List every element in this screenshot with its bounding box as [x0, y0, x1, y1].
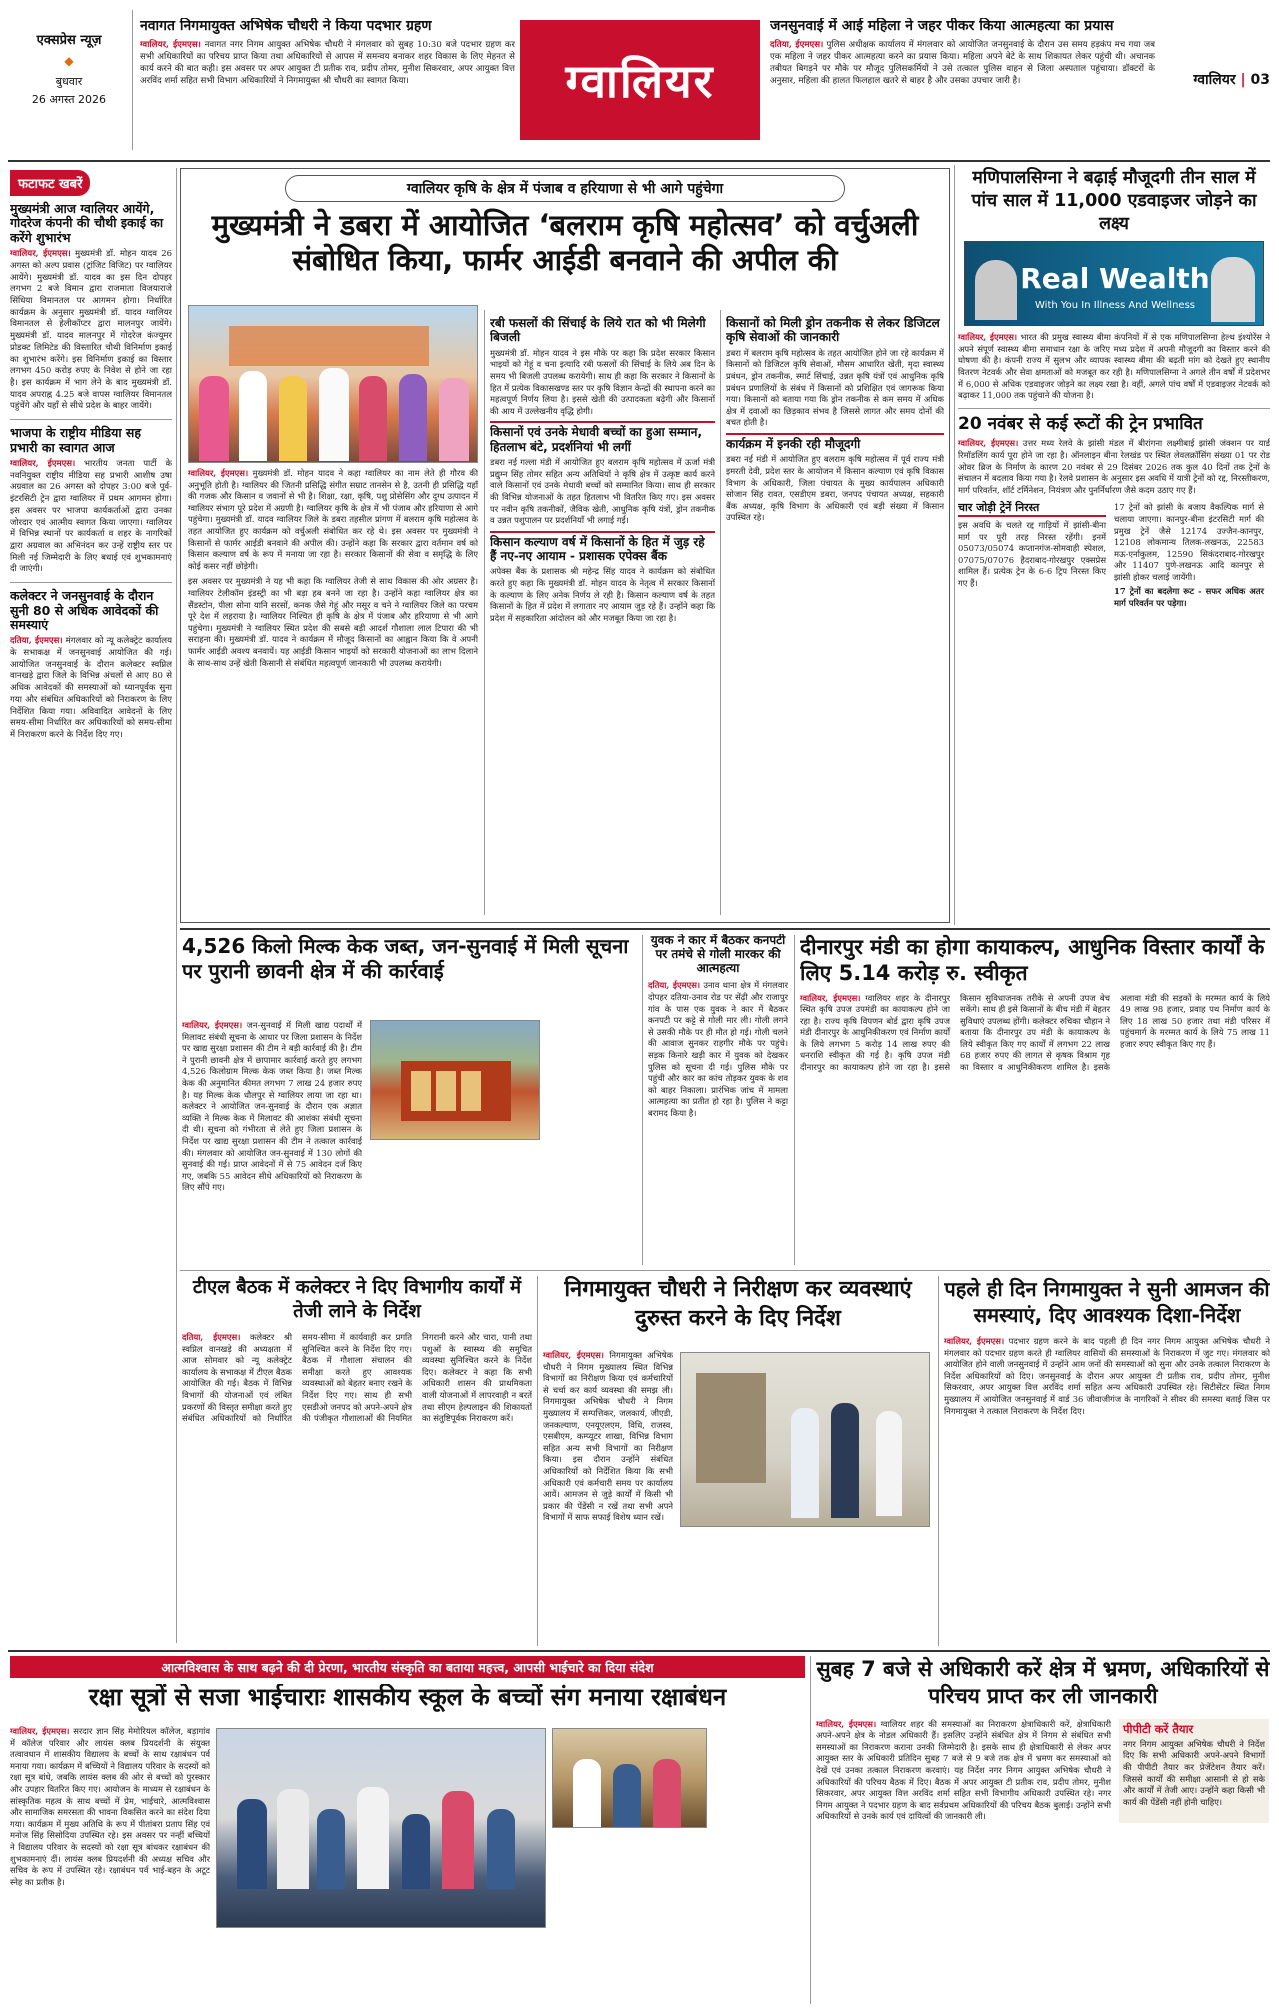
trains-box-2	[1114, 502, 1264, 609]
suicide-text: उनाव थाना क्षेत्र में मंगलवार दोपहर दतिया-उनाव रोड पर सेंढ़ी और राजापुर गांव के पास एक युवक ने कार में बैठकर कनपटी पर कट्टे से गोली मार ली। गोली लगने से उसकी मौके पर ही मौत हो गई। गोली चलने की आवाज सुनकर राहगीर मौके पर पहुंचे। सड़क किनारे खड़ी कार में युवक को देखकर पुलिस को सूचना दी गई। पुलिस मौके पर पहुंची और कार का कांच तोड़कर युवक के शव को बाहर निकाला। प्रारंभिक जांच में मामला आत्महत्या का प्रतीत हो रहा है। पुलिस ने कट्टा बरामद किया है।	[648, 980, 788, 1118]
fatafat-item	[10, 426, 172, 576]
dateline: दतिया, ईएमएस।	[182, 1332, 241, 1343]
rakhi-photo-2	[552, 1728, 707, 1828]
first-day-story	[944, 1276, 1270, 1646]
dateline: ग्वालियर, ईएमएस।	[944, 1336, 1005, 1346]
ppt-box	[1119, 1719, 1269, 1823]
dinarpur-text: ग्वालियर शहर के दीनारपुर स्थित कृषि उपज उपमंडी का कायाकल्प होने जा रहा है। राज्य कृषि विपणन बोर्ड द्वारा कृषि उपज मंडी दीनारपुर के आधुनिकीकरण एवं निर्माण कार्यों के लिये लगभग 5 करोड़ 14 लाख रुपए की धनराशि स्वीकृत की गई है। कृषि उपज मंडी दीनारपुर का कायाकल्प होने जा रहा है। इससे किसान सुविधाजनक तरीके से अपनी उपज बेच सकेंगे। साथ ही इसे किसानों के बीच मंडी में बेहतर सुविधाएं उपलब्ध होंगी। कलेक्टर रुचिका चौहान ने बताया कि दीनारपुर उप मंडी के कायाकल्प के लिये स्वीकृत किए गए कार्यों में लगभग 22 लाख 68 हजार रुपए की लागत से कृषक विश्राम गृह का विस्तार व आधुनिकीकरण शामिल है। इसके अलावा मंडी की सड़कों के मरम्मत कार्य के लिये 49 लाख 98 हजार, प्रवाह पथ निर्माण कार्य के लिए 18 लाख 50 हजार तथा मंडी परिसर में पहुंचमार्ग के मरम्मत कार्य के लिये 75 लाख 11 हजार रुपए स्वीकृत किए गए हैं।	[800, 992, 1270, 1073]
ornament-icon: ◆	[64, 54, 74, 68]
rakhi-text: सरदार ज्ञान सिंह मेमोरियल कॉलेज, बड़ागांव में कॉलेज परिवार और लायंस क्लब प्रियदर्शनी के संयुक्त तत्वावधान में शासकीय विद्यालय के बच्चों के साथ रक्षाबंधन पर्व मनाया गया। कार्यक्रम में बच्चियों ने विद्यालय परिवार के सदस्यों को रक्षा सूत्र बांधे, जबकि लायंस क्लब की ओर से बच्चों को पुरस्कार और उपहार वितरित किए गए। आयोजन के माध्यम से रक्षाबंधन के सांस्कृतिक महत्व के साथ बच्चों में प्रेम, भाईचारे, आत्मविश्वास और सामाजिक समरसता की भावना विकसित करने का संदेश दिया गया। कार्यक्रम में मुख्य अतिथि के रूप में पीतांबरा प्रताप सिंह एवं मनोज सिंह सिसोदिया उपस्थित रहे। इस अवसर पर नन्हीं बच्चियों ने विद्यालय परिवार के सदस्यों को रक्षा सूत्र बांधकर रक्षाबंधन की शुभकामनाएं दीं। लायंस क्लब प्रियदर्शनी की अध्यक्ष सचिव और सचिव के रूप में उपस्थित रहे। रक्षाबंधन पर्व भाई-बहन के अटूट स्नेह का प्रतीक है।	[10, 1726, 210, 1887]
lead-subhead-3: किसान कल्याण वर्ष में किसानों के हित में जुड़ रहे हैं नए-नए आयाम - प्रशासक एपेक्स बैंक	[490, 531, 715, 564]
lead-kicker: ग्वालियर कृषि के क्षेत्र में पंजाब व हरियाणा से भी आगे पहुंचेगा	[285, 175, 845, 202]
ppt-title: पीपीटी करें तैयार	[1123, 1721, 1194, 1736]
lead-subhead-1: रबी फसलों की सिंचाई के लिये रात को भी मिलेगी बिजली	[490, 316, 706, 345]
rakhi-lower	[216, 1932, 546, 2002]
milk-text: जन-सुनवाई में मिली खाद्य पदार्थों में मिलावट संबंधी सूचना के आधार पर जिला प्रशासन के निर्देश पर खाद्य सुरक्षा प्रशासन की टीम ने बड़ी कार्रवाई की है। टीम ने पुरानी छावनी क्षेत्र में छापामार कार्रवाई करते हुए लगभग 4,526 किलोग्राम मिल्क केक जब्त किया है। जब्त मिल्क केक की अनुमानित कीमत लगभग 7 लाख 24 हजार रुपए है। यह मिल्क केक धौलपुर से ग्वालियर लाया जा रहा था। कलेक्टर ने आयोजित जन-सुनवाई के दौरान एक अज्ञात व्यक्ति ने मिल्क केक में मिलावट की आशंका संबंधी सूचना दी थी। सूचना को गंभीरता से लेते हुए जिला प्रशासन के निर्देश पर खाद्य सुरक्षा प्रशासन की टीम ने तत्काल कार्रवाई की। मंगलवार को आयोजित जन-सुनवाई में 130 लोगों की सुनवाई की गई। प्राप्त आवेदनों में से 75 आवेदन दर्ज किए गए, जबकि 55 आवेदन सीधे अधिकारियों को निराकरण के लिए सौंपे गए।	[182, 1020, 362, 1193]
dateline: ग्वालियर, ईएमएस।	[10, 249, 71, 260]
tl-meeting-story	[182, 1276, 532, 1646]
dateline: ग्वालियर, ईएमएस।	[816, 1718, 877, 1729]
lead-photo	[188, 305, 478, 463]
dateline: दतिया, ईएमएस।	[648, 980, 701, 991]
fatafat-item	[10, 202, 172, 413]
lead-subtext-5: डबरा नई मंडी में आयोजित हुए बलराम कृषि महोत्सव में पूर्व राज्य मंत्री इमरती देवी, प्रदेश स्तर के आयोजन में किसान कल्याण एवं कृषि विकास विभाग के अधिकारी, जिला पंचायत के मुख्य कार्यपालन अधिकारी सोजान सिंह रावत, एसडीएम डबरा, जनपद पंचायत अध्यक्ष, सहकारी बैंक अध्यक्ष, कृषि विभाग के अधिकारी एवं बड़ी संख्या में किसान उपस्थित रहे।	[726, 454, 944, 523]
tl-text: कलेक्टर श्री स्वप्निल वानखड़े की अध्यक्षता में आज सोमवार को न्यू कलेक्ट्रेट कार्यालय के सभाकक्ष में टीएल बैठक आयोजित की गई। बैठक में विभिन्न विभागों की योजनाओं एवं लंबित प्रकरणों की विस्तृत समीक्षा करते हुए संबंधित अधिकारियों को निर्धारित समय-सीमा में कार्यवाही कर प्रगति सुनिश्चित करने के निर्देश दिए गए। बैठक में गौशाला संचालन की समीक्षा करते हुए आवश्यक व्यवस्थाओं को बेहतर बनाए रखने के निर्देश दिए गए। साथ ही सभी एसडीओ जनपद को अपने-अपने क्षेत्र की पंजीकृत गौशालाओं की नियमित निगरानी करने और चारा, पानी तथा पशुओं के स्वास्थ्य की समुचित व्यवस्था सुनिश्चित करने के निर्देश दिए। कलेक्टर ने कहा कि सभी अधिकारी शासन की प्राथमिकता वाली योजनाओं में लापरवाही न बरतें तथा सीएम हेल्पलाइन की शिकायतों का संतुष्टिपूर्वक निराकरण करें।	[182, 1332, 532, 1424]
city-badge	[520, 20, 760, 140]
milk-headline: 4,526 किलो मिल्क केक जब्त, जन-सुनवाई में मिली सूचना पर पुरानी छावनी क्षेत्र में की कार्रवाई	[182, 934, 629, 983]
first-day-text: पदभार ग्रहण करने के बाद पहली ही दिन नगर निगम आयुक्त अभिषेक चौधरी ने मंगलवार को पदभार ग्रहण करते ही ग्वालियर वासियों की समस्याओं के निराकरण में जुट गए। मंगलवार को आयोजित होने वाली जनसुनवाई में उन्होंने आम जनों की समस्याओं को सुना और उनके तत्काल निराकरण के निर्देश अधिकारियों को दिए। जनसुनवाई के दौरान अपर आयुक्त टी प्रतीक राव, प्रदीप तोमर, मुनीश सिकरवार, अपर आयुक्त वित्त अरविंद शर्मा सहित अन्य अधिकारी उपस्थित रहे। सिटीसेंटर स्थित निगम मुख्यालय में आयोजित जनसुनवाई में वार्ड 36 जीवाजीगंज के नागरिकों ने सीवर की समस्या बताई जिस पर निगमायुक्त ने तत्काल निराकरण के निर्देश दिए।	[944, 1336, 1270, 1416]
fatafat-text: मुख्यमंत्री डॉ. मोहन यादव 26 अगस्त को अल्प प्रवास (ट्रांजिट विजिट) पर ग्वालियर आयेंगे। मुख्यमंत्री डॉ. यादव का इस दिन दोपहर लगभग 2 बजे विमान द्वारा राजमाता विजयाराजे सिंधिया विमानतल पर आगमन होगा। निर्धारित कार्यक्रम के अनुसार मुख्यमंत्री डॉ. यादव ग्वालियर विमानतल से हेलीकॉप्टर द्वारा मालनपुर जायेंगे। मुख्यमंत्री डॉ. यादव मालनपुर में गोदरेज कंज्यूमर प्रोडक्ट लिमिटेड की विस्तारित चौथी विनिर्माण इकाई का शुभारंभ करेंगे। इस विनिर्माण इकाई का विस्तार लगभग 450 करोड़ रुपए के निवेश से होने जा रहा है। इस कार्यक्रम में भाग लेने के बाद मुख्यमंत्री डॉ. यादव अपराह्न 4.25 बजे वापस ग्वालियर विमानतल पहुंचेंगे और यहाँ से सीधे प्रदेश के बाहर जायेंगे।	[10, 249, 172, 412]
milk-photo	[370, 1020, 540, 1140]
rakhi-head	[10, 1684, 805, 1724]
headline: जनसुनवाई में आई महिला ने जहर पीकर किया आत्महत्या का प्रयास	[770, 18, 1114, 34]
inspection-caption-area	[680, 1532, 930, 1642]
lead-subtext-2: डबरा नई गल्ला मंडी में आयोजित हुए बलराम कृषि महोत्सव में ऊर्जा मंत्री प्रद्युम्न सिंह तोमर सहित अन्य अतिथियों ने कृषि क्षेत्र में उत्कृष्ट कार्य करने वाले किसानों एवं उनके मेधावी बच्चों को सम्मानित किया। साथ ही सरकार की विभिन्न योजनाओं के तहत हितलाभ भी वितरित किए गए। इस अवसर पर नवीन कृषि तकनीकों, जैविक खेती, आधुनिक कृषि यंत्रों, ड्रोन तकनीक व उन्नत पशुपालन पर प्रदर्शनियाँ भी लगाई गईं।	[490, 457, 715, 526]
lead-column-2	[490, 310, 715, 915]
inspection-photo	[680, 1352, 930, 1527]
milk-col-3	[545, 1020, 637, 1265]
dateline: ग्वालियर, ईएमएस।	[800, 992, 861, 1003]
person-icon	[1211, 257, 1255, 322]
morning-text: ग्वालियर शहर की समस्याओं का निराकरण क्षेत्राधिकारी करें, क्षेत्राधिकारी अपने-अपने क्षेत्र के नोडल अधिकारी हैं। इसलिए उन्होंने संबंधित क्षेत्र में निगम से संबंधित सभी समस्याओं का निराकरण कराना उनकी जिम्मेदारी है। इसके साथ ही क्षेत्राधिकारी से लेकर अपर आयुक्त स्तर के अधिकारी प्रतिदिन सुबह 7 बजे से 9 बजे तक क्षेत्र में भ्रमण कर समस्याओं को देखें एवं उनका तत्काल निराकरण करवाएं। यह निर्देश नगर निगम आयुक्त अभिषेक चौधरी ने अधिकारियों की परिचय बैठक में दिए। बैठक में अपर आयुक्त टी प्रतीक राव, प्रदीप तोमर, मुनीश सिकरवार, अपर आयुक्त वित्त अरविंद शर्मा सहित सभी विभागीय अधिकारी उपस्थित रहे। नगर निगम आयुक्त ने पदभार ग्रहण के बाद सर्वप्रथम अधिकारियों की परिचय बैठक बुलाई। उन्होंने सभी अधिकारियों से उनके कार्य एवं दायित्वों की जानकारी ली।	[816, 1718, 1112, 1822]
morning-headline: सुबह 7 बजे से अधिकारी करें क्षेत्र में भ्रमण, अधिकारियों से परिचय प्राप्त कर ली जानकारी	[816, 1657, 1270, 1709]
inspection-text: निगमायुक्त अभिषेक चौधरी ने निगम मुख्यालय स्थित विभिन्न विभागों का निरीक्षण किया एवं कर्मचारियों से चर्चा कर कार्य व्यवस्था की समझ ली। निगमायुक्त अभिषेक चौधरी ने निगम मुख्यालय में सम्पत्तिकर, जलकार्य, जीएडी, जनकल्याण, एनयूएलएम, विधि, राजस्व, एसबीएम, कम्प्यूटर शाखा, विभिन्न विभाग सहित अन्य सभी विभागों का निरीक्षण किया। इस दौरान उन्होंने संबंधित अधिकारियों को निर्देशित किया कि सभी अधिकारी एवं कर्मचारी समय पर कार्यालय आयें। आमजन से जुड़े कार्यों में किसी भी प्रकार की पेंडेंसी न रखें तथा सभी अपने विभागों में साफ सफाई विशेष ध्यान रखें।	[543, 1350, 673, 1523]
dinarpur-headline: दीनारपुर मंडी का होगा कायाकल्प, आधुनिक विस्तार कार्यों के लिए 5.14 करोड़ रु. स्वीकृत	[800, 935, 1265, 986]
fatafat-text: भारतीय जनता पार्टी के नवनियुक्त राष्ट्रीय मीडिया सह प्रभारी आशीष उषा अग्रवाल का 26 अगस्त को दोपहर 3:00 बजे पूर्व-इंटरसिटी ट्रेन द्वारा ग्वालियर में प्रथम आगमन होगा। इस अवसर पर भाजपा कार्यकर्ताओं द्वारा उनका जोरदार एवं आत्मीय स्वागत किया जाएगा। ग्वालियर में विभिन्न स्थानों पर कार्यकर्ता व शहर के नागरिकों द्वारा अग्रवाल का अभिनंदन कर उन्हें राष्ट्रीय स्तर पर मिली नई जिम्मेदारी के लिए बधाई एवं शुभकामनाएं दी जाएंगी।	[10, 458, 172, 575]
lead-headline: मुख्यमंत्री ने डबरा में आयोजित ‘बलराम कृषि महोत्सव’ को वर्चुअली संबोधित किया, फार्मर आईडी बनवाने की अपील की	[211, 208, 919, 277]
maniipal-headline: मणिपालसिग्ना ने बढ़ाई मौजूदगी तीन साल में पांच साल में 11,000 एडवाइजर जोड़ने का लक्ष्य	[971, 168, 1257, 234]
trains-headline: 20 नवंबर से कई रूटों की ट्रेन प्रभावित	[958, 413, 1203, 434]
ppt-text: नगर निगम आयुक्त अभिषेक चौधरी ने निर्देश दिए कि सभी अधिकारी अपने-अपने विभागों की पीपीटी तैयार कर प्रेजेंटेशन तैयार करें। जिससे कार्यों की समीक्षा आसानी से हो सके और कार्यों में तेजी आए। उन्होंने कहा किसी भी कार्य की पेंडेंसी नहीं होनी चाहिए।	[1123, 1738, 1265, 1807]
dateline: ग्वालियर, ईएमएस।	[958, 438, 1019, 449]
dateline: ग्वालियर, ईएमएस।	[10, 458, 76, 469]
maniipal-text: भारत की प्रमुख स्वास्थ्य बीमा कंपनियों में से एक मणिपालसिग्ना हेल्थ इंश्योरेंस ने अपने संपूर्ण स्वास्थ्य बीमा समाधान रक्षा के जरिए मध्य प्रदेश में अपनी मौजूदगी का विस्तार करने की घोषणा की है। कंपनी राज्य में सुलभ और व्यापक स्वास्थ्य बीमा की बढ़ती मांग को देखते हुए स्थानीय वितरण नेटवर्क और सेवा क्षमताओं को मजबूत कर रही है। मणिपालसिग्ना ने अगले तीन वर्षों में प्रदेशभर में 6,000 से अधिक एडवाइजर जोड़ने का लक्ष्य रखा है। वहीं, अगले पांच वर्षों में एडवाइजर नेटवर्क को बढ़ाकर 11,000 तक पहुंचाने की योजना है।	[958, 332, 1270, 401]
milk-note	[545, 1020, 637, 1031]
fatafat-text: मंगलवार को न्यू कलेक्ट्रेट कार्यालय के सभाकक्ष में जनसुनवाई आयोजित की गई। आयोजित जनसुनवाई के दौरान कलेक्टर स्वप्निल वानखड़े द्वारा जिले के विभिन्न अंचलों से आए 80 से अधिक आवेदकों की समस्याओं को ध्यानपूर्वक सुना गया और संबंधित अधिकारियों को निराकरण के लिए निर्देशित किया गया। अविवादित आवेदनों के लिए समय-सीमा निर्धारित कर अधिकारियों को समय-सीमा में निराकरण करने के निर्देश दिए गए।	[10, 636, 172, 740]
inspection-col	[543, 1350, 673, 1645]
dateline: ग्वालियर, ईएमएस।	[140, 40, 201, 51]
paper-name: एक्सप्रेस न्यूज़	[36, 33, 102, 48]
banner-title: Real Wealth	[1020, 262, 1210, 296]
page-number: 03	[1250, 72, 1270, 88]
story-text: नवागत नगर निगम आयुक्त अभिषेक चौधरी ने मंगलवार को सुबह 10:30 बजे पदभार ग्रहण कर सभी अधिकारियों का परिचय प्राप्त किया तथा अधिकारियों से आपस में समन्वय बनाकर शहर विकास के लिए मेहनत से कार्य करने की बात कही। इस अवसर पर अपर आयुक्त टी प्रतीक राव, प्रदीप तोमर, मुनीश सिकरवार, अपर आयुक्त वित्त अरविंद शर्मा सहित सभी विभाग अधिकारियों ने निगमायुक्त श्री चौधरी का स्वागत किया।	[140, 40, 515, 86]
lead-subhead-5: कार्यक्रम में इनकी रही मौजूदगी	[726, 433, 944, 451]
rakhi-col-1	[10, 1726, 210, 2002]
dateline: दतिया, ईएमएस।	[10, 636, 63, 647]
dateline: दतिया, ईएमएस।	[770, 40, 824, 51]
first-day-headline: पहले ही दिन निगमायुक्त ने सुनी आमजन की समस्याएं, दिए आवश्यक दिशा-निर्देश	[944, 1277, 1270, 1327]
lead-text-2: इस अवसर पर मुख्यमंत्री ने यह भी कहा कि ग्वालियर तेजी से साथ विकास की ओर अग्रसर है। ग्वालियर टेलीकॉम इंडस्ट्री का भी बड़ा हब बनने जा रहा है। उन्होंने कहा ग्वालियर क्षेत्र का सैंडस्टोन, पीला सोना यानि सरसों, कनक जैसे गेहूं और मसूर व चने ने ग्वालियर जिले का परचम पूरे देश में लहराया है। ग्वालियर निश्चित ही कृषि के क्षेत्र में पंजाब और हरियाणा से भी आगे पहुंचेगा। मुख्यमंत्री ने ग्वालियर स्थित प्रदेश की सबसे बड़ी आदर्श गौशाला लाल टिपारा की भी सराहना की। मुख्यमंत्री डॉ. यादव ने कार्यक्रम में मौजूद किसानों का आह्वान किया कि वे अपनी फार्मर आईडी अवश्य बनवायें। यह आईडी किसान भाइयों को सरकारी योजनाओं का लाभ दिलाने के साथ-साथ उन्हें खेती किसानी से संबंधित महत्वपूर्ण जानकारी भी उपलब्ध करायेगी।	[188, 576, 478, 668]
box-title: चार जोड़ी ट्रेनें निरस्त	[958, 502, 1106, 517]
lead-subtext-1: मुख्यमंत्री डॉ. मोहन यादव ने इस मौके पर कहा कि प्रदेश सरकार किसान भाइयों को गेहूं व चना इत्यादि रबी फसलों की सिंचाई के लिये अब दिन के समय भी बिजली उपलब्ध करायेगी। साथ ही कहा कि सरकार ने किसानों के हित में प्रत्येक विकासखण्ड स्तर पर कृषि विज्ञान केन्द्रों की स्थापना करने का महत्वपूर्ण निर्णय लिया है। इससे खेती की उत्पादकता बढ़ेगी और किसानों की आय में उल्लेखनीय वृद्धि होगी।	[490, 347, 715, 416]
fatafat-headline: कलेक्टर ने जनसुनवाई के दौरान सुनी 80 से अधिक आवेदकों की समस्याएं	[10, 588, 159, 632]
dateline: ग्वालियर, ईएमएस।	[10, 1726, 70, 1736]
box-text-3: 17 ट्रेनों का बदलेगा रूट - सफर अधिक अतर मार्ग परिवर्तन पर पड़ेगा।	[1114, 586, 1264, 609]
fatafat-headline: मुख्यमंत्री आज ग्वालियर आयेंगे, गोदरेज कंपनी की चौथी इकाई का करेंगे शुभारंभ	[10, 201, 164, 245]
suicide-story	[648, 934, 788, 1264]
fatafat-label: फटाफट खबरें	[10, 170, 90, 196]
headline: नवागत निगमायुक्त अभिषेक चौधरी ने किया पदभार ग्रहण	[140, 18, 432, 34]
lead-subtext-4: डबरा में बलराम कृषि महोत्सव के तहत आयोजित होने जा रहे कार्यक्रम में किसानों को डिजिटल कृषि सेवाओं, मौसम आधारित खेती, मृदा स्वास्थ्य प्रबंधन, ड्रोन तकनीक, स्मार्ट सिंचाई, उन्नत कृषि यंत्रों एवं आधुनिक कृषि प्रबंधन प्रणालियों के संबंध में किसानों को प्रशिक्षित एवं जागरूक किया गया। किसानों को बताया गया कि ड्रोन तकनीक से कम समय में अधिक क्षेत्र में दवाओं का छिड़काव संभव है जिससे लागत और समय दोनों की बचत होती है।	[726, 347, 944, 428]
lead-subtext-3: अपेक्स बैंक के प्रशासक श्री महेन्द्र सिंह यादव ने कार्यक्रम को संबोधित करते हुए कहा कि मुख्यमंत्री डॉ. मोहन यादव के नेतृत्व में सरकार किसानों के कल्याण के लिए अनेक निर्णय ले रही है। किसान कल्याण वर्ष के तहत किसानों के हित में प्रदेश में लगातार नए आयाम जुड़ रहे हैं। उन्होंने कहा कि प्रदेश में सहकारिता आंदोलन को और मजबूत किया जा रहा है।	[490, 566, 715, 623]
right-top-column	[958, 165, 1270, 920]
box-text: 17 ट्रेनों को झांसी के बजाय वैकल्पिक मार्ग से चलाया जाएगा। कानपुर-बीना इंटरसिटी मार्ग की प्रमुख ट्रेनें जैसे 12174 उज्जैन-कानपुर, 12108 लोकमान्य तिलक-लखनऊ, 22583 मऊ-एर्नाकुलम, 12590 सिकंदराबाद-गोरखपुर और 11407 पुणे-लखनऊ आदि कानपुर से झांसी होकर चलाई जायेंगी।	[1114, 502, 1264, 582]
top-right-story	[770, 18, 1155, 153]
inspection-headline: निगमायुक्त चौधरी ने निरीक्षण कर व्यवस्थाएं दुरुस्त करने के दिए निर्देश	[564, 1277, 912, 1331]
milk-col-1	[182, 1020, 362, 1265]
suicide-headline: युवक ने कार में बैठकर कनपटी पर तमंचे से गोली मारकर की आत्महत्या	[650, 934, 786, 975]
top-left-story	[140, 18, 515, 153]
masthead-brand	[10, 8, 128, 158]
dateline: ग्वालियर, ईएमएस।	[958, 332, 1018, 343]
dinarpur-story	[800, 934, 1270, 1264]
lead-column-1	[188, 468, 478, 918]
tl-headline: टीएल बैठक में कलेक्टर ने दिए विभागीय कार्यों में तेजी लाने के निर्देश	[192, 1277, 522, 1323]
morning-story	[816, 1656, 1270, 2002]
city-name: ग्वालियर	[565, 54, 715, 108]
person-icon	[975, 260, 1017, 320]
banner-subtitle: With You In Illness And Wellness	[1035, 300, 1195, 312]
rakhi-photo	[216, 1728, 546, 1928]
ad-banner	[964, 241, 1264, 326]
page-folio: ग्वालियर | 03	[1193, 72, 1270, 88]
trains-text: उत्तर मध्य रेलवे के झांसी मंडल में बीरांगना लक्ष्मीबाई झांसी जंक्शन पर यार्ड रिमॉडलिंग कार्य पूरा होने जा रहा है। ऑनलाइन बीना रेलखंड पर स्थित लेवलक्रॉसिंग संख्या 01 पर रोड ओवर ब्रिज के निर्माण के कारण 20 नवंबर से 29 दिसंबर 2026 तक कुल 40 दिनों तक ट्रेनों के संचालन में बदलाव किया गया है। रेलवे प्रशासन के अनुसार इस अवधि में यात्री ट्रेनों को रद्द, निरस्तीकरण, मार्ग परिवर्तन, शॉर्ट टर्मिनेशन, नियंत्रण और पुनर्निर्धारण जैसे कदम उठाए गए हैं।	[958, 438, 1270, 495]
dateline: ग्वालियर, ईएमएस।	[188, 468, 249, 478]
date-label: 26 अगस्त 2026	[31, 93, 107, 106]
lead-subhead-2: किसानों एवं उनके मेधावी बच्चों का हुआ सम्मान, हितलाभ बंटे, प्रदर्शनियां भी लगीं	[490, 421, 715, 454]
lead-column-3	[726, 310, 944, 915]
fatafat-column	[10, 170, 172, 1640]
lead-text: मुख्यमंत्री डॉ. मोहन यादव ने कहा ग्वालियर का नाम लेते ही गौरव की अनुभूति होती है। ग्वालियर की जितनी प्रसिद्धि संगीत सम्राट तानसेन से है, उतनी ही प्रसिद्धि यहाँ की गजक और किसान व जवानों से भी है। शिक्षा, रक्षा, कृषि, पशु प्रोसेसिंग और दुग्ध उत्पादन में ग्वालियर संभाग पूरे प्रदेश में अग्रणी है। ग्वालियर कृषि के क्षेत्र में भी पंजाब और हरियाणा से आगे पहुंचेगा। मुख्यमंत्री डॉ. यादव ग्वालियर जिले के डबरा तहसील प्रांगण में बलराम कृषि महोत्सव के तहत आयोजित हुए कार्यक्रम को वर्चुअली संबोधित कर रहे थे। इस अवसर पर मुख्यमंत्री ने किसानों से फार्मर आईडी बनवाने की अपील की। उन्होंने कहा कि सरकार द्वारा वर्तमान वर्ष को किसान कल्याण वर्ष के रूप में मनाया जा रहा है। सरकार किसानों की सेवा व समृद्धि के लिए कोई कसर नहीं छोड़ेगी।	[188, 468, 478, 571]
trains-box-1	[958, 502, 1106, 609]
lead-subhead-4: किसानों को मिली ड्रोन तकनीक से लेकर डिजिटल कृषि सेवाओं की जानकारी	[726, 316, 940, 345]
dateline: ग्वालियर, ईएमएस।	[543, 1350, 604, 1360]
fatafat-item	[10, 589, 172, 742]
dateline: ग्वालियर, ईएमएस।	[182, 1020, 243, 1030]
rakhi-kicker: आत्मविश्वास के साथ बढ़ने की दी प्रेरणा, भारतीय संस्कृति का बताया महत्त्व, आपसी भाईचारे का दिया संदेश	[10, 1656, 805, 1678]
day-label: बुधवार	[55, 75, 83, 88]
rakhi-headline: रक्षा सूत्रों से सजा भाईचाराः शासकीय स्कूल के बच्चों संग मनाया रक्षाबंधन	[88, 1684, 727, 1711]
story-text: पुलिस अधीक्षक कार्यालय में मंगलवार को आयोजित जनसुनवाई के दौरान उस समय हड़कंप मच गया जब एक महिला ने जहर पीकर आत्महत्या करने का प्रयास किया। महिला अपने बेटे के साथ शिकायत लेकर पहुंची थी। अचानक तबीयत बिगड़ने पर मौके पर मौजूद पुलिसकर्मियों ने उसे तत्काल पुलिस वाहन से जिला अस्पताल पहुंचाया। डॉक्टरों के अनुसार, महिला की हालत फिलहाल खतरे से बाहर है और उसका उपचार जारी है।	[770, 40, 1155, 86]
box-text: इस अवधि के चलते रद्द गाड़ियों में झांसी-बीना मार्ग पर पूरी तरह निरस्त रहेंगी। इनमें 05073/05074 कप्तानगंज-सोमवाही स्पेशल, 07075/07076 हैदराबाद-गोरखपुर एक्सप्रेस शामिल हैं। प्रत्येक ट्रेन के 6-6 ट्रिप निरस्त किए गए हैं।	[958, 519, 1106, 588]
city-right: ग्वालियर	[1193, 72, 1236, 88]
fatafat-headline: भाजपा के राष्ट्रीय मीडिया सह प्रभारी का स्वागत आज	[10, 425, 141, 455]
